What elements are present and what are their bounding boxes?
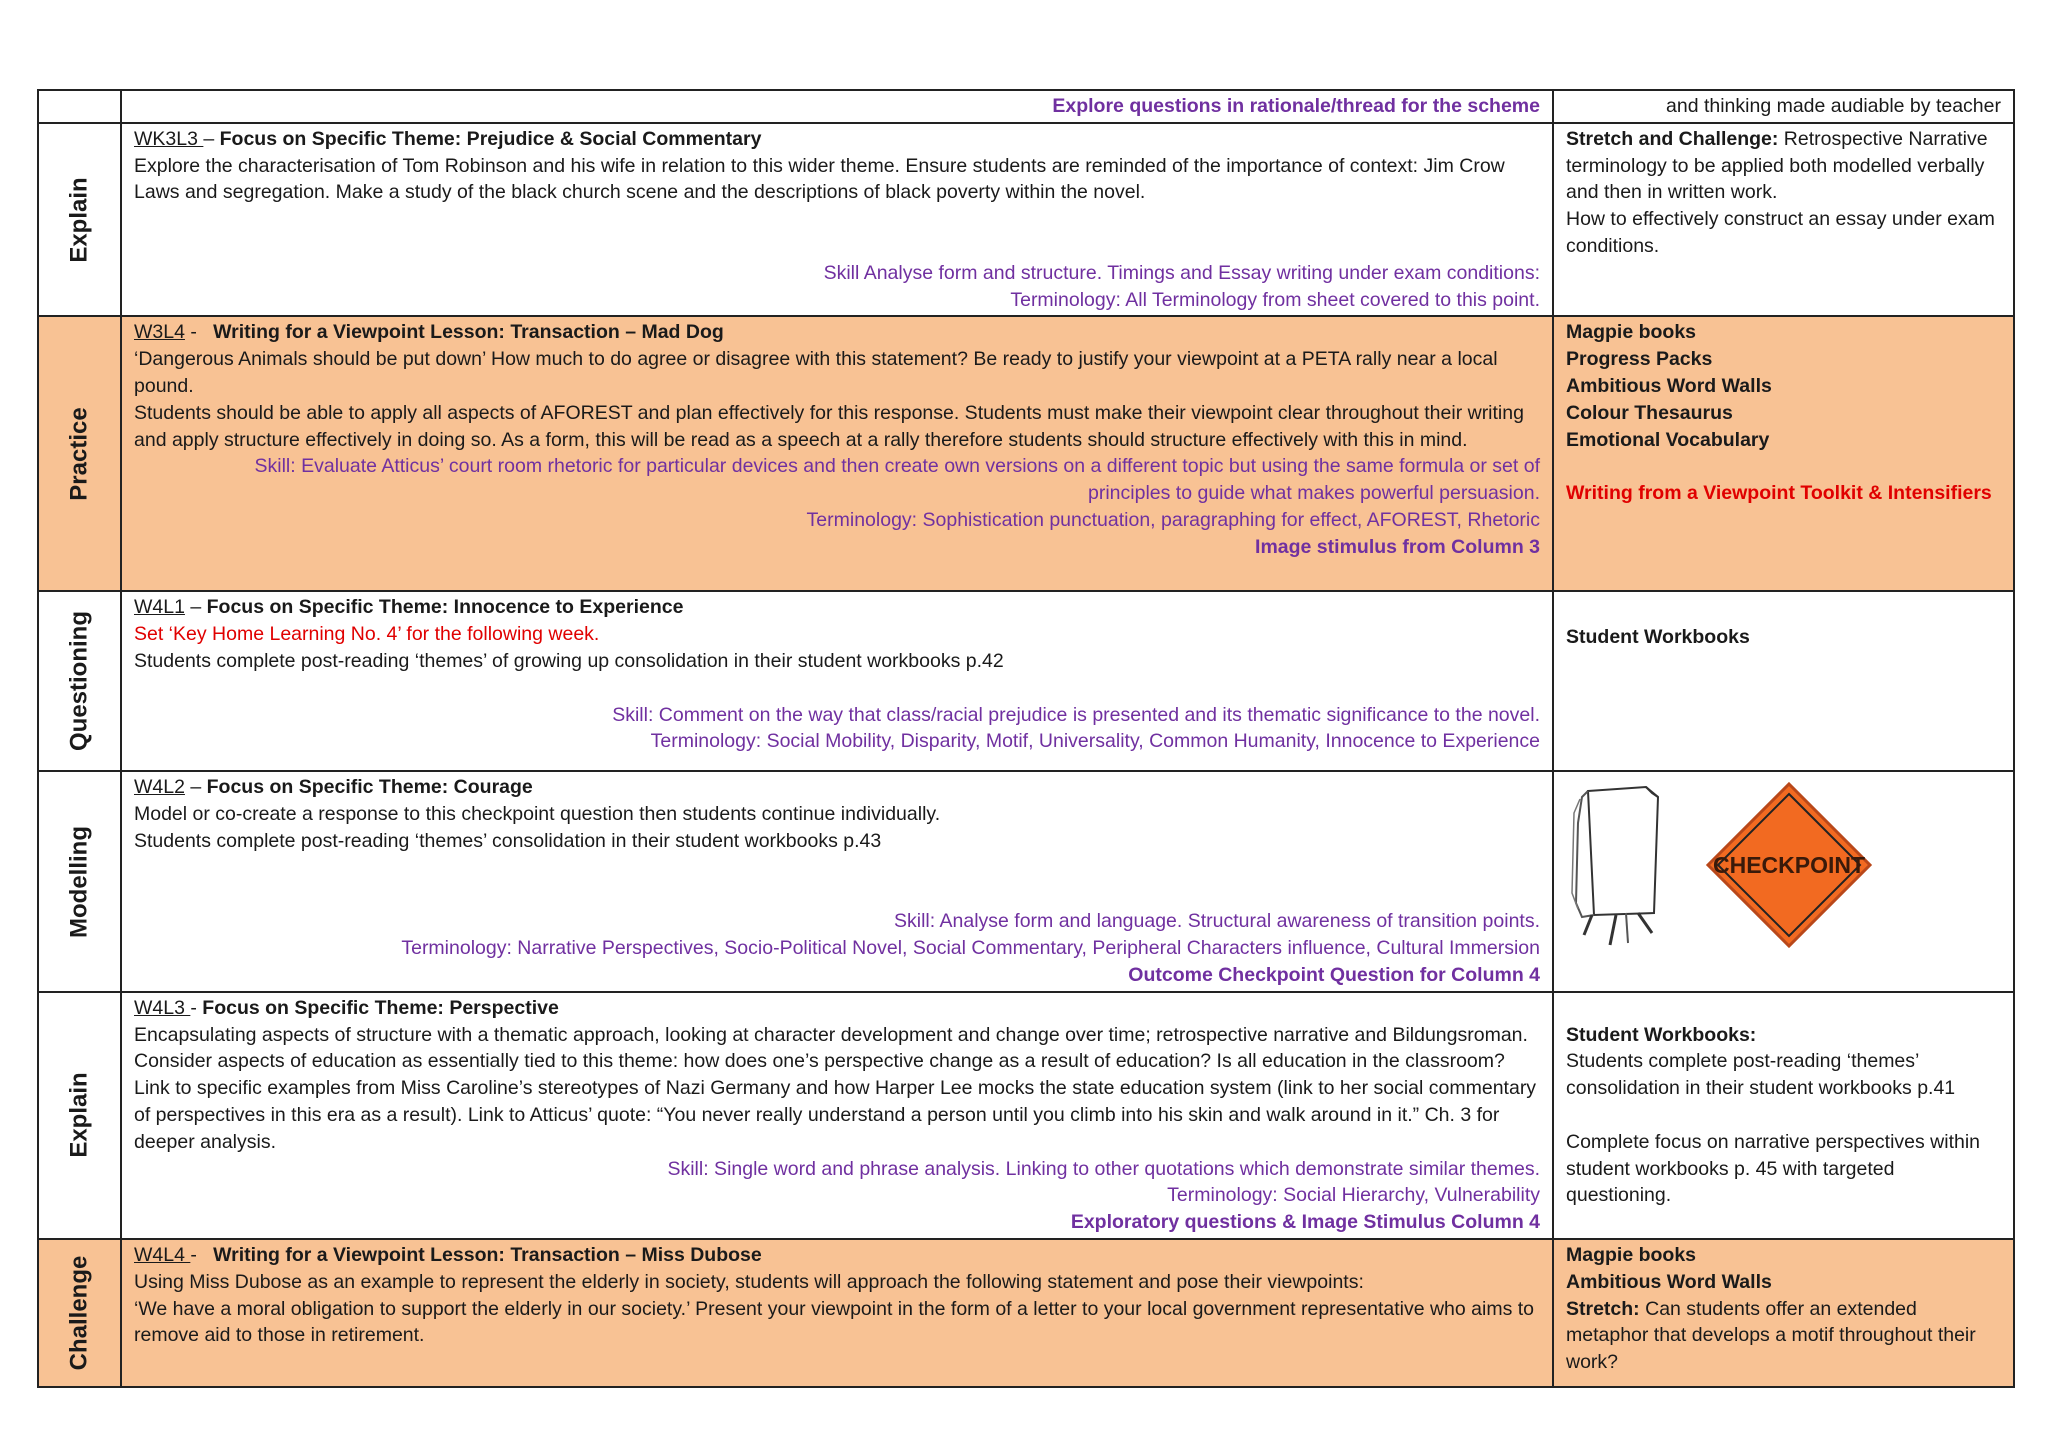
stage-label: Questioning [65,611,93,752]
lesson-cell: WK3L3 – Focus on Specific Theme: Prejudice & Social Commentary Explore the characterisation of Tom Robinson and his wife in relation to this wider theme. Ensure students are reminded of the importance of context: Jim Crow Laws and segregation. Make a study of the black church scene and the descriptions of black poverty within the novel. Skill Analyse form and structure. Timings and Essay writing under exam conditions: Terminology: All Terminology from sheet covered to this point. [121,123,1553,317]
stage-label: Challenge [65,1255,93,1371]
table-row [38,316,2014,591]
stage-label: Explain [65,176,93,263]
lesson-cell: W4L2 – Focus on Specific Theme: Courage Model or co-create a response to this checkpoint question then students continue individually. Students complete post-reading ‘themes’ consolidation in their student workbooks p.43 Skill: Analyse form and language. Structural awareness of transition points. Terminology: Narrative Perspectives, Socio-Political Novel, Social Commentary, Peripheral Characters influence, Cultural Immersion Outcome Checkpoint Question for Column 4 [121,771,1553,991]
table-row [38,591,2014,771]
resources-cell [1553,992,2014,1239]
lesson-body: ‘Dangerous Animals should be put down’ How much to do agree or disagree with this statement? Be ready to justify your viewpoint at a PETA rally near a local pound. [134,348,1498,397]
table-row [38,992,2014,1239]
lesson-title: Focus on Specific Theme: Prejudice & Social Commentary [219,127,762,150]
resources-cell [1553,1239,2014,1387]
lesson-code: W4L3 [134,996,191,1019]
resource-item: Emotional Vocabulary [1566,428,1770,451]
table-row [38,771,2014,991]
easel-icon [1566,783,1676,948]
teacher-note: and thinking made audiable by teacher [1553,90,2014,123]
terminology-text: Terminology: All Terminology from sheet covered to this point. [1010,288,1540,311]
skill-text: Skill Analyse form and structure. Timings and Essay writing under exam conditions: [823,261,1540,284]
skill-text: Skill: Comment on the way that class/racial prejudice is presented and its thematic significance to the novel. [612,703,1540,726]
lesson-body: Students complete post-reading ‘themes’ of growing up consolidation in their student workbooks p.42 [134,649,1004,672]
resources-text: Students complete post-reading ‘themes’ consolidation in their student workbooks p.41 [1566,1050,1956,1100]
lesson-cell: W4L1 – Focus on Specific Theme: Innocence to Experience Set ‘Key Home Learning No. 4’ for the following week. Students complete post-reading ‘themes’ of growing up consolidation in their student workbooks p.42 Skill: Comment on the way that class/racial prejudice is presented and its thematic significance to the novel. Terminology: Social Mobility, Disparity, Motif, Universality, Common Humanity, Innocence to Experience [121,591,1553,771]
lesson-plan-table [37,89,2015,1388]
resources-text: Retrospective Narrative terminology to be applied both modelled verbally and then in written work. [1566,127,1988,204]
checkpoint-note: Outcome Checkpoint Question for Column 4 [1128,963,1540,986]
lesson-code: W4L4 [134,1243,191,1266]
lesson-code: W4L1 [134,596,185,619]
resources-cell [1553,123,2014,317]
terminology-text: Terminology: Social Hierarchy, Vulnerability [1167,1184,1540,1207]
resources-heading: Stretch: [1566,1297,1640,1320]
lesson-body-2: Students complete post-reading ‘themes’ consolidation in their student workbooks p.43 [134,829,882,852]
rationale-note: Explore questions in rationale/thread for the scheme [121,90,1553,123]
lesson-title: Writing for a Viewpoint Lesson: Transaction – Miss Dubose [213,1243,762,1266]
resource-item: Ambitious Word Walls [1566,374,1772,397]
stimulus-note: Image stimulus from Column 3 [1255,535,1540,558]
lesson-code: WK3L3 [134,127,204,150]
stage-label-cell [38,771,121,991]
resources-cell [1553,316,2014,591]
skill-text: Skill: Single word and phrase analysis. Linking to other quotations which demonstrate similar themes. [667,1157,1540,1180]
lesson-cell: W4L4 - Writing for a Viewpoint Lesson: Transaction – Miss Dubose Using Miss Dubose as an example to represent the elderly in society, students will approach the following statement and pose their viewpoints: ‘We have a moral obligation to support the elderly in our society.’ Present your viewpoint in the form of a letter to your local government representative who aims to remove aid to those in retirement. [121,1239,1553,1387]
stage-label: Modelling [65,825,93,938]
lesson-title: Writing for a Viewpoint Lesson: Transaction – Mad Dog [213,321,724,344]
skill-text: Skill: Evaluate Atticus’ court room rhetoric for particular devices and then create own versions on a different topic but using the same formula or set of principles to guide what makes powerful persuasion. [254,455,1540,505]
terminology-text: Terminology: Narrative Perspectives, Socio-Political Novel, Social Commentary, Peripheral Characters influence, Cultural Immersion [401,937,1540,960]
checkpoint-sign-icon [1704,780,1874,950]
lesson-title: Focus on Specific Theme: Courage [206,776,533,799]
stage-label-cell [38,992,121,1239]
resource-item: Magpie books [1566,321,1697,344]
lesson-body: Using Miss Dubose as an example to represent the elderly in society, students will approach the following statement and pose their viewpoints: [134,1270,1364,1293]
lesson-body: Explore the characterisation of Tom Robinson and his wife in relation to this wider theme. Ensure students are reminded of the importance of context: Jim Crow Laws and segregation. Make a study of the black church scene and the descriptions of black poverty within the novel. [134,154,1505,204]
skill-text: Skill: Analyse form and language. Structural awareness of transition points. [893,910,1540,933]
lesson-body: Model or co-create a response to this checkpoint question then students continue individually. [134,803,941,826]
stage-label-cell [38,316,121,591]
resource-item: Ambitious Word Walls [1566,1270,1772,1293]
home-learning-note: Set ‘Key Home Learning No. 4’ for the following week. [134,623,600,646]
table-row [38,90,2014,123]
lesson-body-2: Students should be able to apply all aspects of AFOREST and plan effectively for this response. Students must make their viewpoint clear throughout their writing and apply structure effectively in doing so. As a form, this will be read as a speech at a rally therefore students should structure effectively with this in mind. [134,401,1524,451]
stage-label: Practice [65,407,93,501]
stage-label-cell [38,591,121,771]
lesson-title: Focus on Specific Theme: Perspective [202,996,559,1019]
terminology-text: Terminology: Sophistication punctuation, paragraphing for effect, AFOREST, Rhetoric [806,508,1540,531]
table-row [38,123,2014,317]
lesson-cell: W3L4 - Writing for a Viewpoint Lesson: Transaction – Mad Dog ‘Dangerous Animals should be put down’ How much to do agree or disagree with this statement? Be ready to justify your viewpoint at a PETA rally near a local pound. Students should be able to apply all aspects of AFOREST and plan effectively for this response. Students must make their viewpoint clear throughout their writing and apply structure effectively in doing so. As a form, this will be read as a speech at a rally therefore students should structure effectively with this in mind. Skill: Evaluate Atticus’ court room rhetoric for particular devices and then create own versions on a different topic but using the same formula or set of principles to guide what makes powerful persuasion. Terminology: Sophistication punctuation, paragraphing for effect, AFOREST, Rhetoric Image stimulus from Column 3 [121,316,1553,591]
lesson-title: Focus on Specific Theme: Innocence to Experience [206,596,684,619]
lesson-cell: W4L3 - Focus on Specific Theme: Perspective Encapsulating aspects of structure with a thematic approach, looking at character development and change over time; retrospective narrative and Bildungsroman. Consider aspects of education as essentially tied to this theme: how does one’s perspective change as a result of education? Is all education in the classroom? Link to specific examples from Miss Caroline’s stereotypes of Nazi Germany and how Harper Lee mocks the state education system (link to her social commentary of perspectives in this era as a result). Link to Atticus’ quote: “You never really understand a person until you climb into his skin and walk around in it.” Ch. 3 for deeper analysis. Skill: Single word and phrase analysis. Linking to other quotations which demonstrate similar themes. Terminology: Social Hierarchy, Vulnerability Exploratory questions & Image Stimulus Column 4 [121,992,1553,1239]
resources-cell [1553,591,2014,771]
resources-text-2: How to effectively construct an essay under exam conditions. [1566,208,1995,257]
toolkit-resource: Writing from a Viewpoint Toolkit & Intensifiers [1566,482,1992,505]
resource-item: Student Workbooks [1566,626,1750,649]
lesson-body: Encapsulating aspects of structure with a thematic approach, looking at character development and change over time; retrospective narrative and Bildungsroman. Consider aspects of education as essentially tied to this theme: how does one’s perspective change as a result of education? Is all education in the classroom? Link to specific examples from Miss Caroline’s stereotypes of Nazi Germany and how Harper Lee mocks the state education system (link to her social commentary of perspectives in this era as a result). Link to Atticus’ quote: “You never really understand a person until you climb into his skin and walk around in it.” Ch. 3 for deeper analysis. [134,1023,1537,1153]
stage-label-cell [38,1239,121,1387]
lesson-code: W3L4 [134,321,185,344]
resources-text-2: Complete focus on narrative perspectives within student workbooks p. 45 with targeted questioning. [1566,1130,1981,1207]
lesson-code: W4L2 [134,776,185,799]
stimulus-note: Exploratory questions & Image Stimulus Column 4 [1070,1211,1540,1234]
resources-heading: Stretch and Challenge: [1566,127,1779,150]
lesson-body-2: ‘We have a moral obligation to support the elderly in our society.’ Present your viewpoint in the form of a letter to your local government representative who aims to remove aid to those in retirement. [134,1297,1535,1347]
table-row [38,1239,2014,1387]
terminology-text: Terminology: Social Mobility, Disparity, Motif, Universality, Common Humanity, Innocence to Experience [650,730,1540,753]
resource-item: Progress Packs [1566,348,1713,371]
label-cell [38,90,121,123]
sign-text: CHECKPOINT [1712,852,1866,879]
resources-heading: Student Workbooks: [1566,1023,1757,1046]
resources-text: Can students offer an extended metaphor that develops a motif throughout their work? [1566,1297,1976,1374]
stage-label-cell [38,123,121,317]
resource-item: Magpie books [1566,1243,1697,1266]
resources-cell [1553,771,2014,991]
stage-label: Explain [65,1072,93,1159]
resource-item: Colour Thesaurus [1566,401,1733,424]
